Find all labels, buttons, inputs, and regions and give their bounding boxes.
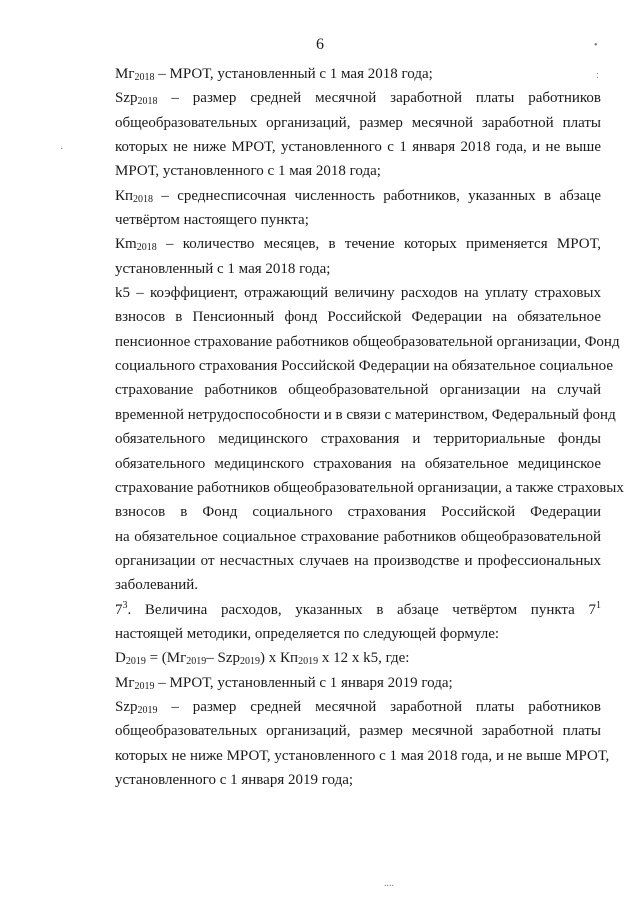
scan-speck: .... [384, 878, 394, 889]
text-line: $Мг_{2019}$ – МРОТ, установленный с 1 января 2019 года; [115, 674, 453, 692]
text-line: которых не ниже МРОТ, установленного с 1 мая 2018 года, и не выше МРОТ, [115, 747, 610, 764]
text-line: четвёртом настоящего пункта; [115, 212, 309, 229]
scan-speck: • [594, 40, 598, 51]
text-line: k5 – коэффициент, отражающий величину расходов на уплату страховых [115, 285, 601, 302]
document-body [115, 62, 624, 792]
text-line: Szp$_{2018}$ – размер средней месячной заработной платы работников [115, 90, 601, 108]
text-line: $Кm_{2018}$ – количество месяцев, в течение которых применяется МРОТ, [115, 236, 601, 254]
text-line: общеобразовательных организаций, размер месячной заработной платы [115, 723, 601, 740]
text-line: организации от несчастных случаев на производстве и профессиональных [115, 552, 601, 569]
text-line: обязательного медицинского страхования на обязательное медицинское [115, 455, 601, 472]
text-line: временной нетрудоспособности и в связи с материнством, Федеральный фонд [115, 406, 616, 423]
text-line: страхование работников общеобразовательной организации на случай [115, 382, 601, 399]
text-line: Szp$_{2019}$ – размер средней месячной заработной платы работников [115, 698, 601, 716]
text-line: $Мг_{2018}$ – МРОТ, установленный с 1 мая 2018 года; [115, 66, 433, 83]
text-line: на обязательное социальное страхование работников общеобразовательной [115, 528, 601, 545]
scan-speck: · [60, 144, 64, 155]
page-number: 6 [316, 36, 324, 53]
text-line: социального страхования Российской Федерации на обязательное социальное [115, 358, 614, 375]
text-line: обязательного медицинского страхования и территориальные фонды [115, 431, 601, 448]
text-line: $D_{2019} = (Мг_{2019}-$ Szp$_{2019}$) х $Кп_{2019}$ х 12 х k5, где: [115, 650, 410, 668]
text-line: $7^3$. Величина расходов, указанных в абзаце четвёртом пункта $7^1$ [115, 599, 601, 618]
text-line: установленного с 1 января 2019 года; [115, 771, 354, 788]
text-line: настоящей методики, определяется по следующей формуле: [115, 625, 500, 642]
text-line: МРОТ, установленного с 1 мая 2018 года; [115, 163, 381, 180]
scan-speck: : [596, 70, 599, 81]
text-line: взносов в Пенсионный фонд Российской Федерации на обязательное [115, 309, 601, 326]
text-line: которых не ниже МРОТ, установленного с 1 января 2018 года, и не выше [115, 139, 601, 156]
text-line: общеобразовательных организаций, размер месячной заработной платы [115, 114, 601, 131]
text-line: $Кп_{2018}$ – среднесписочная численность работников, указанных в абзаце [115, 187, 601, 205]
text-line: страхование работников общеобразовательной организации, а также страховых [115, 479, 624, 496]
text-line: взносов в Фонд социального страхования Российской Федерации [115, 504, 601, 521]
text-line: установленный с 1 мая 2018 года; [115, 260, 331, 277]
text-line: заболеваний. [115, 577, 199, 594]
text-line: пенсионное страхование работников общеобразовательной организации, Фонд [115, 333, 620, 350]
